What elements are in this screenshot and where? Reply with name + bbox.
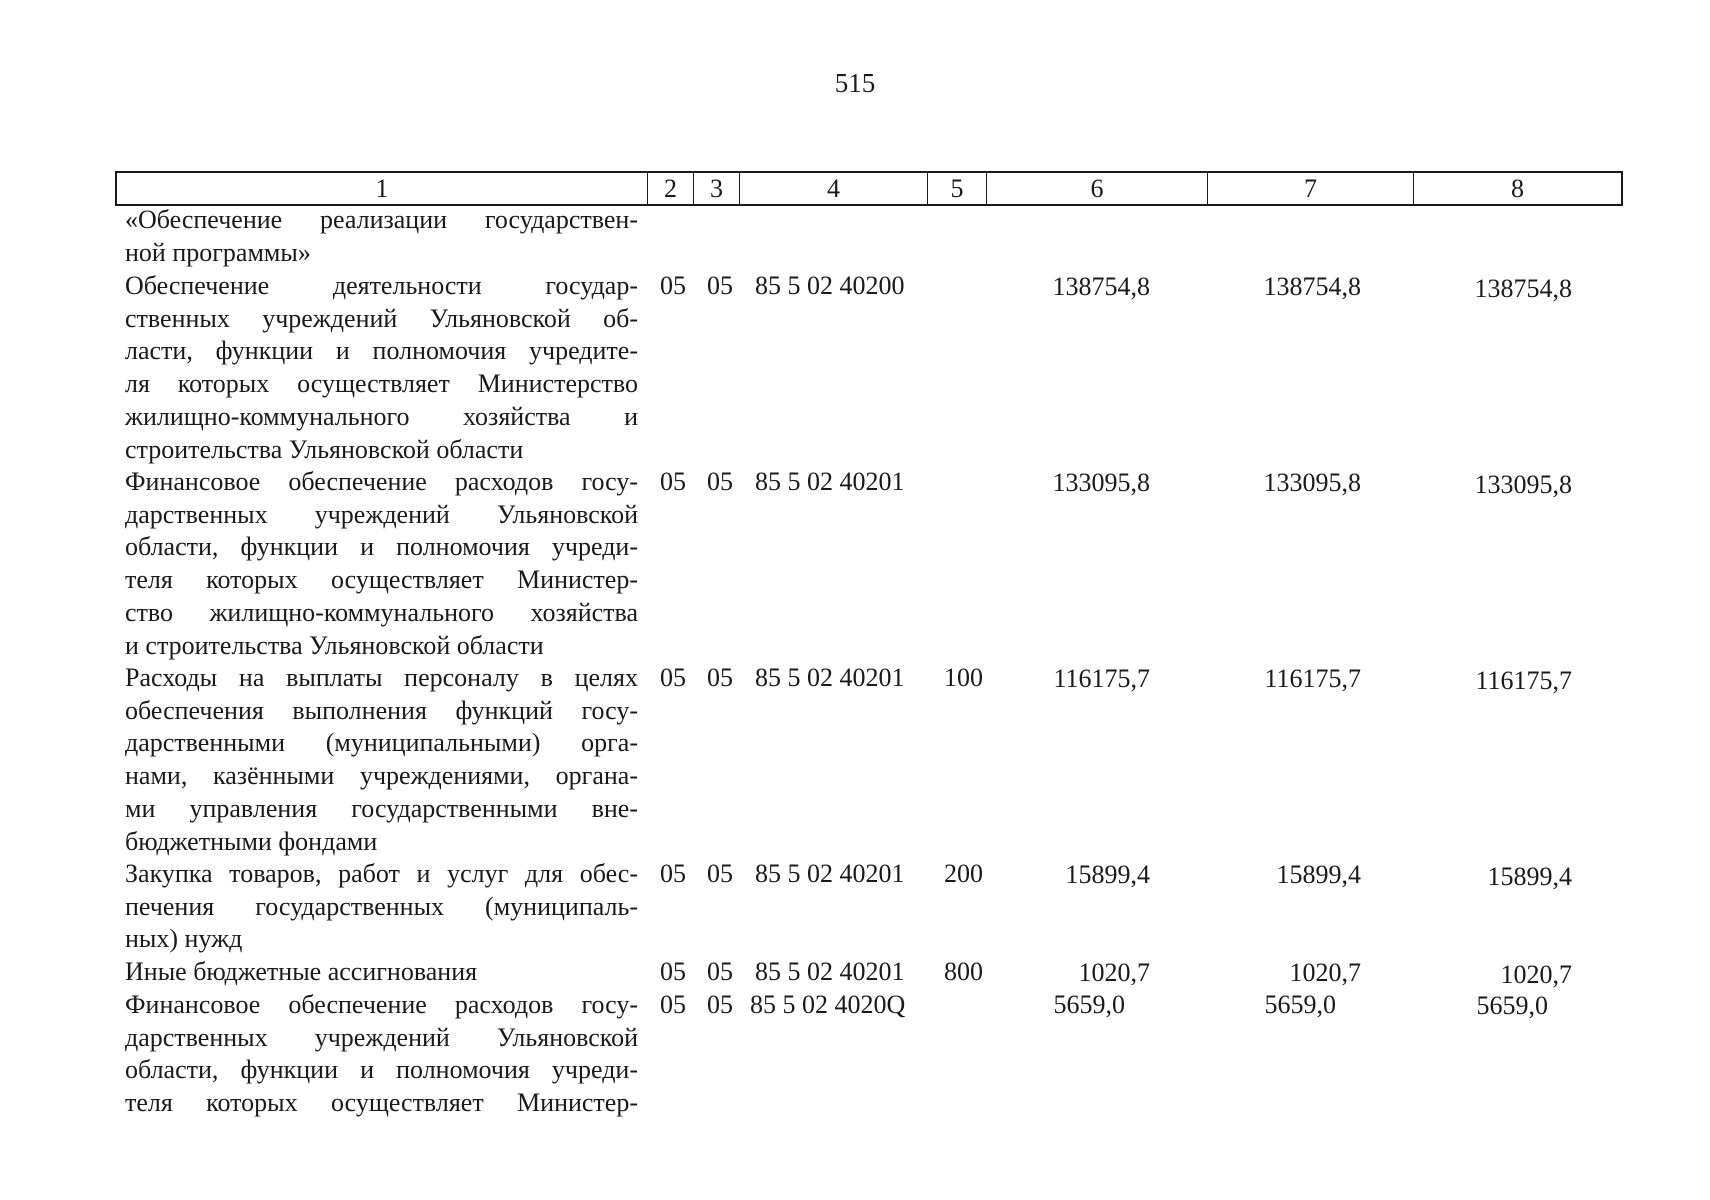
- description-line: ственных учреждений Ульяновской об-: [125, 303, 638, 333]
- column-header-6: 6: [986, 173, 1207, 204]
- section-code: 05: [660, 467, 686, 496]
- amount-col-7: 1020,7: [1289, 958, 1361, 987]
- amount-col-6: 138754,8: [1052, 272, 1150, 301]
- target-article-code: 85 5 02 40201: [755, 663, 905, 692]
- amount-col-8: 15899,4: [1487, 862, 1572, 891]
- description-line: «Обеспечение реализации государствен-: [125, 205, 638, 234]
- page-number: 515: [834, 68, 876, 98]
- row-description: [125, 662, 638, 858]
- description-line: ля которых осуществляет Министерство: [125, 369, 638, 399]
- description-line: печения государственных (муниципаль-: [125, 891, 638, 921]
- expense-type-code: 200: [944, 859, 983, 888]
- description-line: ми управления государственными вне-: [125, 793, 638, 823]
- description-line: дарственных учреждений Ульяновской: [125, 499, 638, 529]
- amount-col-8: 133095,8: [1474, 470, 1572, 499]
- target-article-code: 85 5 02 40201: [755, 467, 905, 496]
- description-line: теля которых осуществляет Министер-: [125, 1088, 638, 1118]
- description-line: области, функции и полномочия учреди-: [125, 532, 638, 562]
- description-line: ство жилищно-коммунального хозяйства: [125, 597, 638, 627]
- column-header-8: 8: [1413, 173, 1621, 204]
- description-line: и строительства Ульяновской области: [125, 630, 544, 660]
- subsection-code: 05: [707, 271, 733, 300]
- amount-col-6: 5659,0: [1053, 990, 1125, 1019]
- amount-col-7: 116175,7: [1264, 664, 1361, 693]
- amount-col-6: 133095,8: [1052, 468, 1150, 497]
- description-line: дарственных учреждений Ульяновской: [125, 1022, 638, 1052]
- description-line: теля которых осуществляет Министер-: [125, 565, 638, 595]
- description-line: Обеспечение деятельности государ-: [125, 271, 638, 300]
- column-header-4: 4: [739, 173, 927, 204]
- target-article-code: 85 5 02 40200: [755, 271, 905, 300]
- row-description: [125, 858, 638, 956]
- description-line: жилищно-коммунального хозяйства и: [125, 401, 638, 431]
- section-code: 05: [660, 957, 686, 986]
- section-code: 05: [660, 859, 686, 888]
- section-code: 05: [660, 663, 686, 692]
- description-line: ной программы»: [125, 237, 311, 267]
- amount-col-8: 1020,7: [1500, 960, 1572, 989]
- amount-col-8: 5659,0: [1476, 991, 1548, 1020]
- subsection-code: 05: [707, 990, 733, 1019]
- amount-col-7: 138754,8: [1263, 272, 1361, 301]
- subsection-code: 05: [707, 957, 733, 986]
- description-line: строительства Ульяновской области: [125, 434, 524, 464]
- description-line: Иные бюджетные ассигнования: [125, 957, 478, 986]
- description-line: ласти, функции и полномочия учредите-: [125, 336, 638, 366]
- amount-col-8: 138754,8: [1474, 274, 1572, 303]
- subsection-code: 05: [707, 663, 733, 692]
- row-description: [125, 989, 638, 1120]
- column-header-1: 1: [375, 174, 389, 203]
- row-description: [125, 466, 638, 662]
- description-line: ных) нужд: [125, 924, 243, 954]
- description-line: бюджетными фондами: [125, 826, 378, 856]
- amount-col-8: 116175,7: [1475, 666, 1572, 695]
- amount-col-6: 116175,7: [1053, 664, 1150, 693]
- description-line: Расходы на выплаты персоналу в целях: [125, 663, 638, 692]
- subsection-code: 05: [707, 467, 733, 496]
- column-header-5: 5: [927, 173, 986, 204]
- description-line: Финансовое обеспечение расходов госу-: [125, 990, 638, 1019]
- description-line: нами, казёнными учреждениями, органа-: [125, 761, 638, 791]
- description-line: Закупка товаров, работ и услуг для обес-: [125, 859, 638, 888]
- row-description: [125, 204, 638, 269]
- subsection-code: 05: [707, 859, 733, 888]
- amount-col-6: 15899,4: [1065, 860, 1150, 889]
- expense-type-code: 100: [944, 663, 983, 692]
- column-header-7: 7: [1207, 173, 1413, 204]
- target-article-code: 85 5 02 40201: [755, 859, 905, 888]
- amount-col-7: 133095,8: [1263, 468, 1361, 497]
- description-line: области, функции и полномочия учреди-: [125, 1055, 638, 1085]
- amount-col-7: 15899,4: [1276, 860, 1361, 889]
- description-line: обеспечения выполнения функций госу-: [125, 695, 638, 725]
- amount-col-7: 5659,0: [1264, 990, 1336, 1019]
- column-header-2: 2: [647, 173, 693, 204]
- expense-type-code: 800: [944, 957, 983, 986]
- row-description: [125, 956, 638, 989]
- target-article-code: 85 5 02 4020Q: [750, 990, 906, 1019]
- table-header-row: [115, 171, 1623, 206]
- row-description: [125, 270, 638, 466]
- description-line: дарственными (муниципальными) орга-: [125, 728, 638, 758]
- section-code: 05: [660, 990, 686, 1019]
- description-line: Финансовое обеспечение расходов госу-: [125, 467, 638, 496]
- amount-col-6: 1020,7: [1078, 958, 1150, 987]
- target-article-code: 85 5 02 40201: [755, 957, 905, 986]
- section-code: 05: [660, 271, 686, 300]
- column-header-3: 3: [693, 173, 739, 204]
